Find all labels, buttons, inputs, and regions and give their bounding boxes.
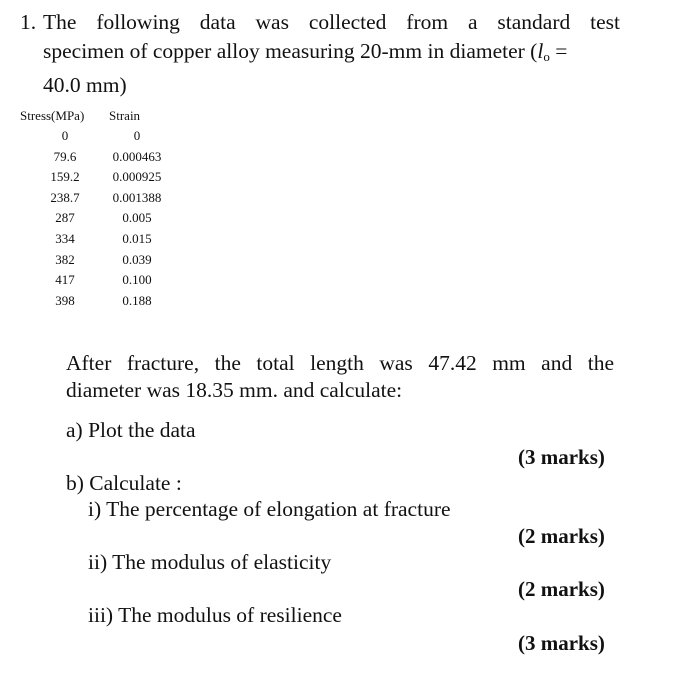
table-row <box>20 128 180 148</box>
part-b-item-1-marks: (2 marks) <box>518 524 605 548</box>
stress-header: Stress(MPa) <box>20 108 85 123</box>
question-number: 1. <box>20 10 37 34</box>
part-b-item-1-label: i) The percentage of elongation at fracture <box>88 497 451 521</box>
table-row <box>20 293 180 313</box>
table-row <box>20 169 180 189</box>
question-line-1: The following data was collected from a standard test <box>43 10 620 34</box>
question-line-2: specimen of copper alloy measuring 20-mm in diameter ($l_o$ = <box>43 39 568 64</box>
stress-cell: 79.6 <box>53 148 77 164</box>
stress-cell: 382 <box>55 251 75 267</box>
question-text <box>20 8 620 100</box>
strain-header: Strain <box>109 108 141 123</box>
stress-cell: 238.7 <box>50 189 80 205</box>
part-b-label: b) Calculate : <box>66 471 182 495</box>
part-a-marks: (3 marks) <box>518 445 605 469</box>
strain-cell: 0.005 <box>122 210 152 226</box>
strain-cell: 0.039 <box>122 251 152 267</box>
strain-cell: 0.188 <box>122 292 152 308</box>
stress-cell: 417 <box>55 272 75 288</box>
strain-cell: 0.100 <box>122 272 152 288</box>
part-b-item-3-marks: (3 marks) <box>518 631 605 655</box>
fracture-paragraph <box>66 350 614 404</box>
length-subscript: o <box>543 49 550 64</box>
stress-cell: 159.2 <box>50 169 80 185</box>
paragraph-line-1: After fracture, the total length was 47.42 mm and the <box>66 351 614 375</box>
paragraph-line-2: diameter was 18.35 mm. and calculate: <box>66 378 403 402</box>
table-row <box>20 252 180 272</box>
stress-cell: 0 <box>61 128 69 143</box>
part-b-item-3-label: iii) The modulus of resilience <box>88 603 342 627</box>
strain-cell: 0.000463 <box>112 148 162 164</box>
part-a-label: a) Plot the data <box>66 418 196 442</box>
question-line-3: 40.0 mm) <box>43 73 127 97</box>
length-symbol: l <box>537 39 544 63</box>
table-row <box>20 149 180 169</box>
strain-cell: 0.000925 <box>112 169 162 185</box>
part-b-item-2-marks: (2 marks) <box>518 577 605 601</box>
table-row <box>20 231 180 251</box>
strain-cell: 0 <box>133 128 141 143</box>
stress-cell: 398 <box>55 292 75 308</box>
strain-cell: 0.015 <box>122 231 152 246</box>
part-b-item-2-label: ii) The modulus of elasticity <box>88 550 332 574</box>
stress-cell: 287 <box>55 210 75 226</box>
table-row <box>20 272 180 292</box>
table-row <box>20 190 180 210</box>
strain-cell: 0.001388 <box>112 189 162 205</box>
table-row <box>20 210 180 230</box>
stress-cell: 334 <box>55 231 75 246</box>
